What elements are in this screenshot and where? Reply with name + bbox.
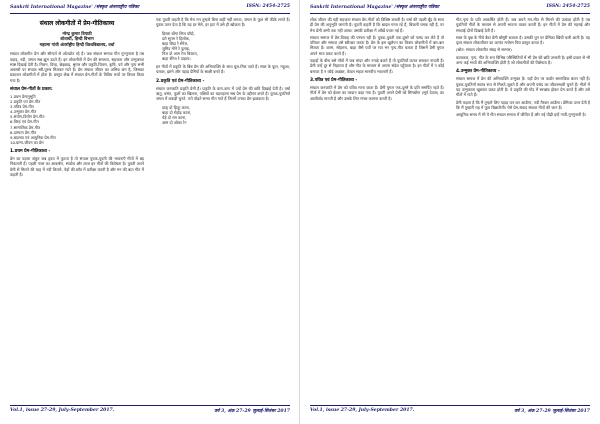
section-4-heading: 4.उन्मुक्त प्रेम-गीतिकाव्य - <box>456 69 500 75</box>
journal-name: Sankrit International Magazine' /संस्कृत अंतरराष्ट्रीय पत्रिका <box>10 5 140 10</box>
list-item: 9.बदलाव एवं आधुनिक प्रेम-गीत <box>10 134 56 140</box>
verse-line: चेड़े दो राग काना, <box>162 114 187 120</box>
list-item: 10.ग्राम्य-जीवन का प्रेम <box>10 139 44 145</box>
section-3-heading: 3.पवित्र एवं प्रेम-गीतिकाव्य - <box>310 77 358 83</box>
paragraph: एक युवती कहती है कि मेरा मन तुम्हारे बिना कहीं नहीं लगता, जंगल के फूल भी फीके लगते हैं। युवक उत्तर देता है कि वह हर मेले, हर हाट में उसे ही खोजता है। <box>156 17 290 28</box>
article-title: संथाल लोकगीतों में प्रेम-गीतिकाव्य <box>39 20 115 27</box>
verse-line: जुमिद मोने रे दुलाड़, <box>162 45 191 51</box>
volume-info: Vol.1, issue 27-29, July-September 2017. <box>10 408 115 413</box>
verse-line: दाक् दो हिजुः काना, <box>162 104 190 110</box>
types-list <box>10 94 144 145</box>
paragraph: संथाल समाज में प्रेम-विवाह की परंपरा रही है। युवक-युवती एक-दूसरे को पसंद कर लेते हैं तो परिवार और समाज उसे स्वीकार करता है। प्रेम के इस खुलेपन का चित्रण लोकगीतों में बार-बार मिलता है। करम, सोहराय, बाहा जैसे पर्वों पर रात भर नृत्य-गीत चलता है जिसमें प्रेमी युगल अपने भाव प्रकट करते हैं। <box>310 34 444 56</box>
issn: ISSN: 2454-2725 <box>246 4 290 9</box>
header-rule <box>310 13 590 14</box>
footer-rule <box>310 405 590 406</box>
paragraph: आधुनिक समय में भी ये गीत संथाल समाज में जीवित हैं और नई पीढ़ी इन्हें गाती-गुनगुनाती है। <box>456 112 587 118</box>
left-column-1 <box>10 17 144 403</box>
issue-hindi: वर्ष 3, अंक 27-29 जुलाई-सितंबर 2017 <box>514 409 590 414</box>
issue-hindi: वर्ष 3, अंक 27-29 जुलाई-सितंबर 2017 <box>214 409 290 414</box>
verse-line: बाहा दो रोहोड़ काना, <box>162 109 192 115</box>
list-item: 3.पवित्र प्रेम-गीत <box>10 104 34 110</box>
verse-block <box>156 31 290 62</box>
verse-line: निञ दो आम रेञ चिकाय, <box>162 50 198 56</box>
verse-block <box>156 105 290 125</box>
paragraph: पहाड़ों के बीच बसे गाँवों में जब मांदर और नगाड़े बजते हैं तो युवतियाँ कतार बनाकर नाचती हैं। प्रेमी उन्हें दूर से निहारता है और गीत के माध्यम से अपना संदेश पहुँचाता है। इन गीतों में न कोई बनावट है न कोई आडंबर, केवल सहज मानवीय भावनाएँ हैं। <box>310 58 444 74</box>
right-page-columns <box>310 17 590 403</box>
paragraph: लोक जीवन की यही सहजता संथाल प्रेम-गीतों को विशिष्ट बनाती है। वर्षा की पहली बूँद के साथ ही प्रेम की अनुभूति जागती है। युवती कहती है कि बादल गरज रहे हैं, बिजली चमक रही है, पर मेरा प्रेमी अभी तक नहीं आया। उसकी प्रतीक्षा में आँखें पथरा गई हैं। <box>310 17 444 33</box>
article-author: नरेन्द्र कुमार त्रिपाठी शोधार्थी, हिन्दी विभाग महात्मा गांधी अंतर्राष्ट्रीय हिन्दी विश्वविद्यालय, वर्धा <box>39 31 115 47</box>
header-rule <box>10 13 290 14</box>
list-heading: संथाल प्रेम-गीतों के प्रकार: <box>10 87 53 92</box>
list-item: 6.विरह एवं प्रेम-गीत <box>10 119 39 125</box>
paragraph: गीत-नृत्य के प्रति आकर्षित होती हैं। जब अपने मन-मीत से मिलने की उत्कंठा होती है तब युवतियाँ गीतों के माध्यम से अपनी भावना व्यक्त करती हैं। इन गीतों में प्रेम की गहराई और सच्चाई दोनों दिखाई देती हैं। <box>456 17 590 33</box>
paragraph: साल के वृक्ष के नीचे बैठा प्रेमी बाँसुरी बजाता है। उसकी धुन पर प्रेमिका खिंची चली आती है। यह दृश्य संथाल लोकजीवन का अत्यंत मनोरम चित्र प्रस्तुत करता है। <box>456 34 590 46</box>
list-item: 2.प्रकृति एवं प्रेम-गीत <box>10 99 41 105</box>
section-3-text: संथाल जनजाति में प्रेम को पवित्र माना जाता है। प्रेमी युगल एक-दूसरे के प्रति समर्पित रहते हैं। गीतों में प्रेम को ईश्वर का वरदान कहा गया है। युवती अपने प्रेमी को सिंगबोंगा (सूर्य देवता) का आशीर्वाद मानती है और उसके लिए मंगल कामना करती है। <box>310 84 444 101</box>
left-page-columns <box>10 17 290 403</box>
section-1-text: प्रेम का पहला अंकुर जब हृदय में फूटता है तो संथाल युवक-युवती की भावनाएँ गीतों में बह निकलती हैं। पहली नजर का आकर्षण, संकोच और लाज इन गीतों की विशेषता है। युवती अपने प्रेमी से मिलने की चाह में नदी किनारे, पेड़ों की छाँव में प्रतीक्षा करती है और मन की बात गीत में कहती है। <box>10 155 144 177</box>
verse-line: बाहा बिंदा रे सेरेञ, <box>162 40 189 46</box>
list-item: 5.संयोग-वियोग प्रेम-गीत <box>10 114 45 120</box>
verse-line: दारे सुतम रे हिलोक, <box>162 35 191 41</box>
section-2-heading: 2.प्रकृति एवं प्रेम-गीतिकाव्य - <box>156 78 205 84</box>
source-note: (स्रोत: संथाल लोकगीत संग्रह से साभार) <box>456 47 512 53</box>
verse-line: आम दो ओका रे? <box>162 119 187 125</box>
section-4-text: संथाल समाज में प्रेम की अभिव्यक्ति उन्मुक्त है। यहाँ प्रेम पर कठोर सामाजिक बंधन नहीं हैं। युवक-युवतियाँ स्वतंत्र रूप से मिलते-जुलते हैं और अपनी पसंद का जीवनसाथी चुनते हैं। गीतों में यह उन्मुक्तता खुलकर प्रकट होती है। वे प्रकृति की गोद में स्वच्छंद होकर प्रेम करते हैं और उसे गीतों में गाते हैं। <box>456 76 590 98</box>
paragraph: प्रेमी कहता है कि मैं तुम्हारे लिए पहाड़ पार कर आऊँगा, नदी तैरकर आऊँगा। प्रेमिका उत्तर देती है कि मैं तुम्हारी राह में फूल बिछाऊँगी। ऐसे प्रेम-संवाद संथाल गीतों की जान हैं। <box>456 99 590 110</box>
left-column-2 <box>156 17 290 403</box>
verse-line: बाहा सेरेञ रे दाड़ाय। <box>162 56 191 62</box>
right-column-1 <box>310 17 444 403</box>
paragraph: इन गीतों में प्रकृति के बिंब प्रेम की अभिव्यक्ति के साथ घुल-मिल जाते हैं। साल के फूल, महुआ, पलाश, झरने और पहाड़ प्रेमियों के साक्षी बनते हैं। <box>156 64 290 75</box>
journal-name: Sankrit International Magazine' /संस्कृत अंतरराष्ट्रीय पत्रिका <box>310 5 440 10</box>
volume-info: Vol.1, issue 27-29, July-September 2017. <box>310 408 415 413</box>
left-page-footer <box>10 408 290 418</box>
verse-line: हिरला बोंगा सिञ चाँदो, <box>162 30 195 36</box>
right-column-2 <box>456 17 590 403</box>
paragraph: कलाकार, नृत्य, गीत के रूप विभिन्न परिस्थितियों में भी प्रेम की छवि उभरती है। इसी प्रकार से भी अन्य कई भावों की अभिव्यक्ति होती है जो लोकगीतों की विशेषता है। <box>456 54 590 66</box>
section-2-text: संथाल जनजाति प्रकृति प्रेमी है। प्रकृति के कण-कण में उन्हें प्रेम की छवि दिखाई देती है। वर्षा ऋतु, वसंत, फूलों का खिलना, पक्षियों का चहचहाना सब प्रेम के उद्दीपन बनते हैं। युवक-युवतियाँ जंगल में लकड़ी चुनते, पत्ते तोड़ते समय गीत गाते हैं जिनमें उनका प्रेम झलकता है। <box>156 85 290 102</box>
list-item: 7.सामाजिक प्रेम-गीत <box>10 124 41 130</box>
section-1-heading: 1.प्रथम प्रेम-गीतिकाव्य - <box>10 148 51 154</box>
list-item: 1.प्रथम प्रेमानुभूति <box>10 94 36 99</box>
footer-rule <box>10 405 290 406</box>
issn: ISSN: 2454-2725 <box>546 4 590 9</box>
intro-paragraph: संथाल लोकगीत प्रेम और सौन्दर्य से ओतप्रोत रहे हैं। जब संथाल समाज गीत गुनगुनाता है तब पहाड़, नदी, जंगल सब झूम उठते हैं। इन लोकगीतों में प्रेम की सरलता, सहजता और उन्मुक्तता स्पष्ट दिखाई देती है। मिलन, विरह, छेड़छाड़, श्रृंगार और प्रकृति-चित्रण, कृषि, पर्व और नृत्य सभी अवसरों पर संथाल स्त्री-पुरुष मिलकर गाते हैं। प्रेम संथाल जीवन का अभिन्न अंग है, जिसका प्रकाशन लोकगीतों में होता है। प्रस्तुत लेख में संथाल प्रेम-गीतों के विविध रूपों पर विचार किया गया है। <box>10 51 144 83</box>
right-page-footer <box>310 408 590 418</box>
right-page <box>300 0 600 424</box>
list-item: 8.दाम्पत्य प्रेम-गीत <box>10 129 37 135</box>
list-item: 4.उन्मुक्त प्रेम-गीत <box>10 109 37 115</box>
